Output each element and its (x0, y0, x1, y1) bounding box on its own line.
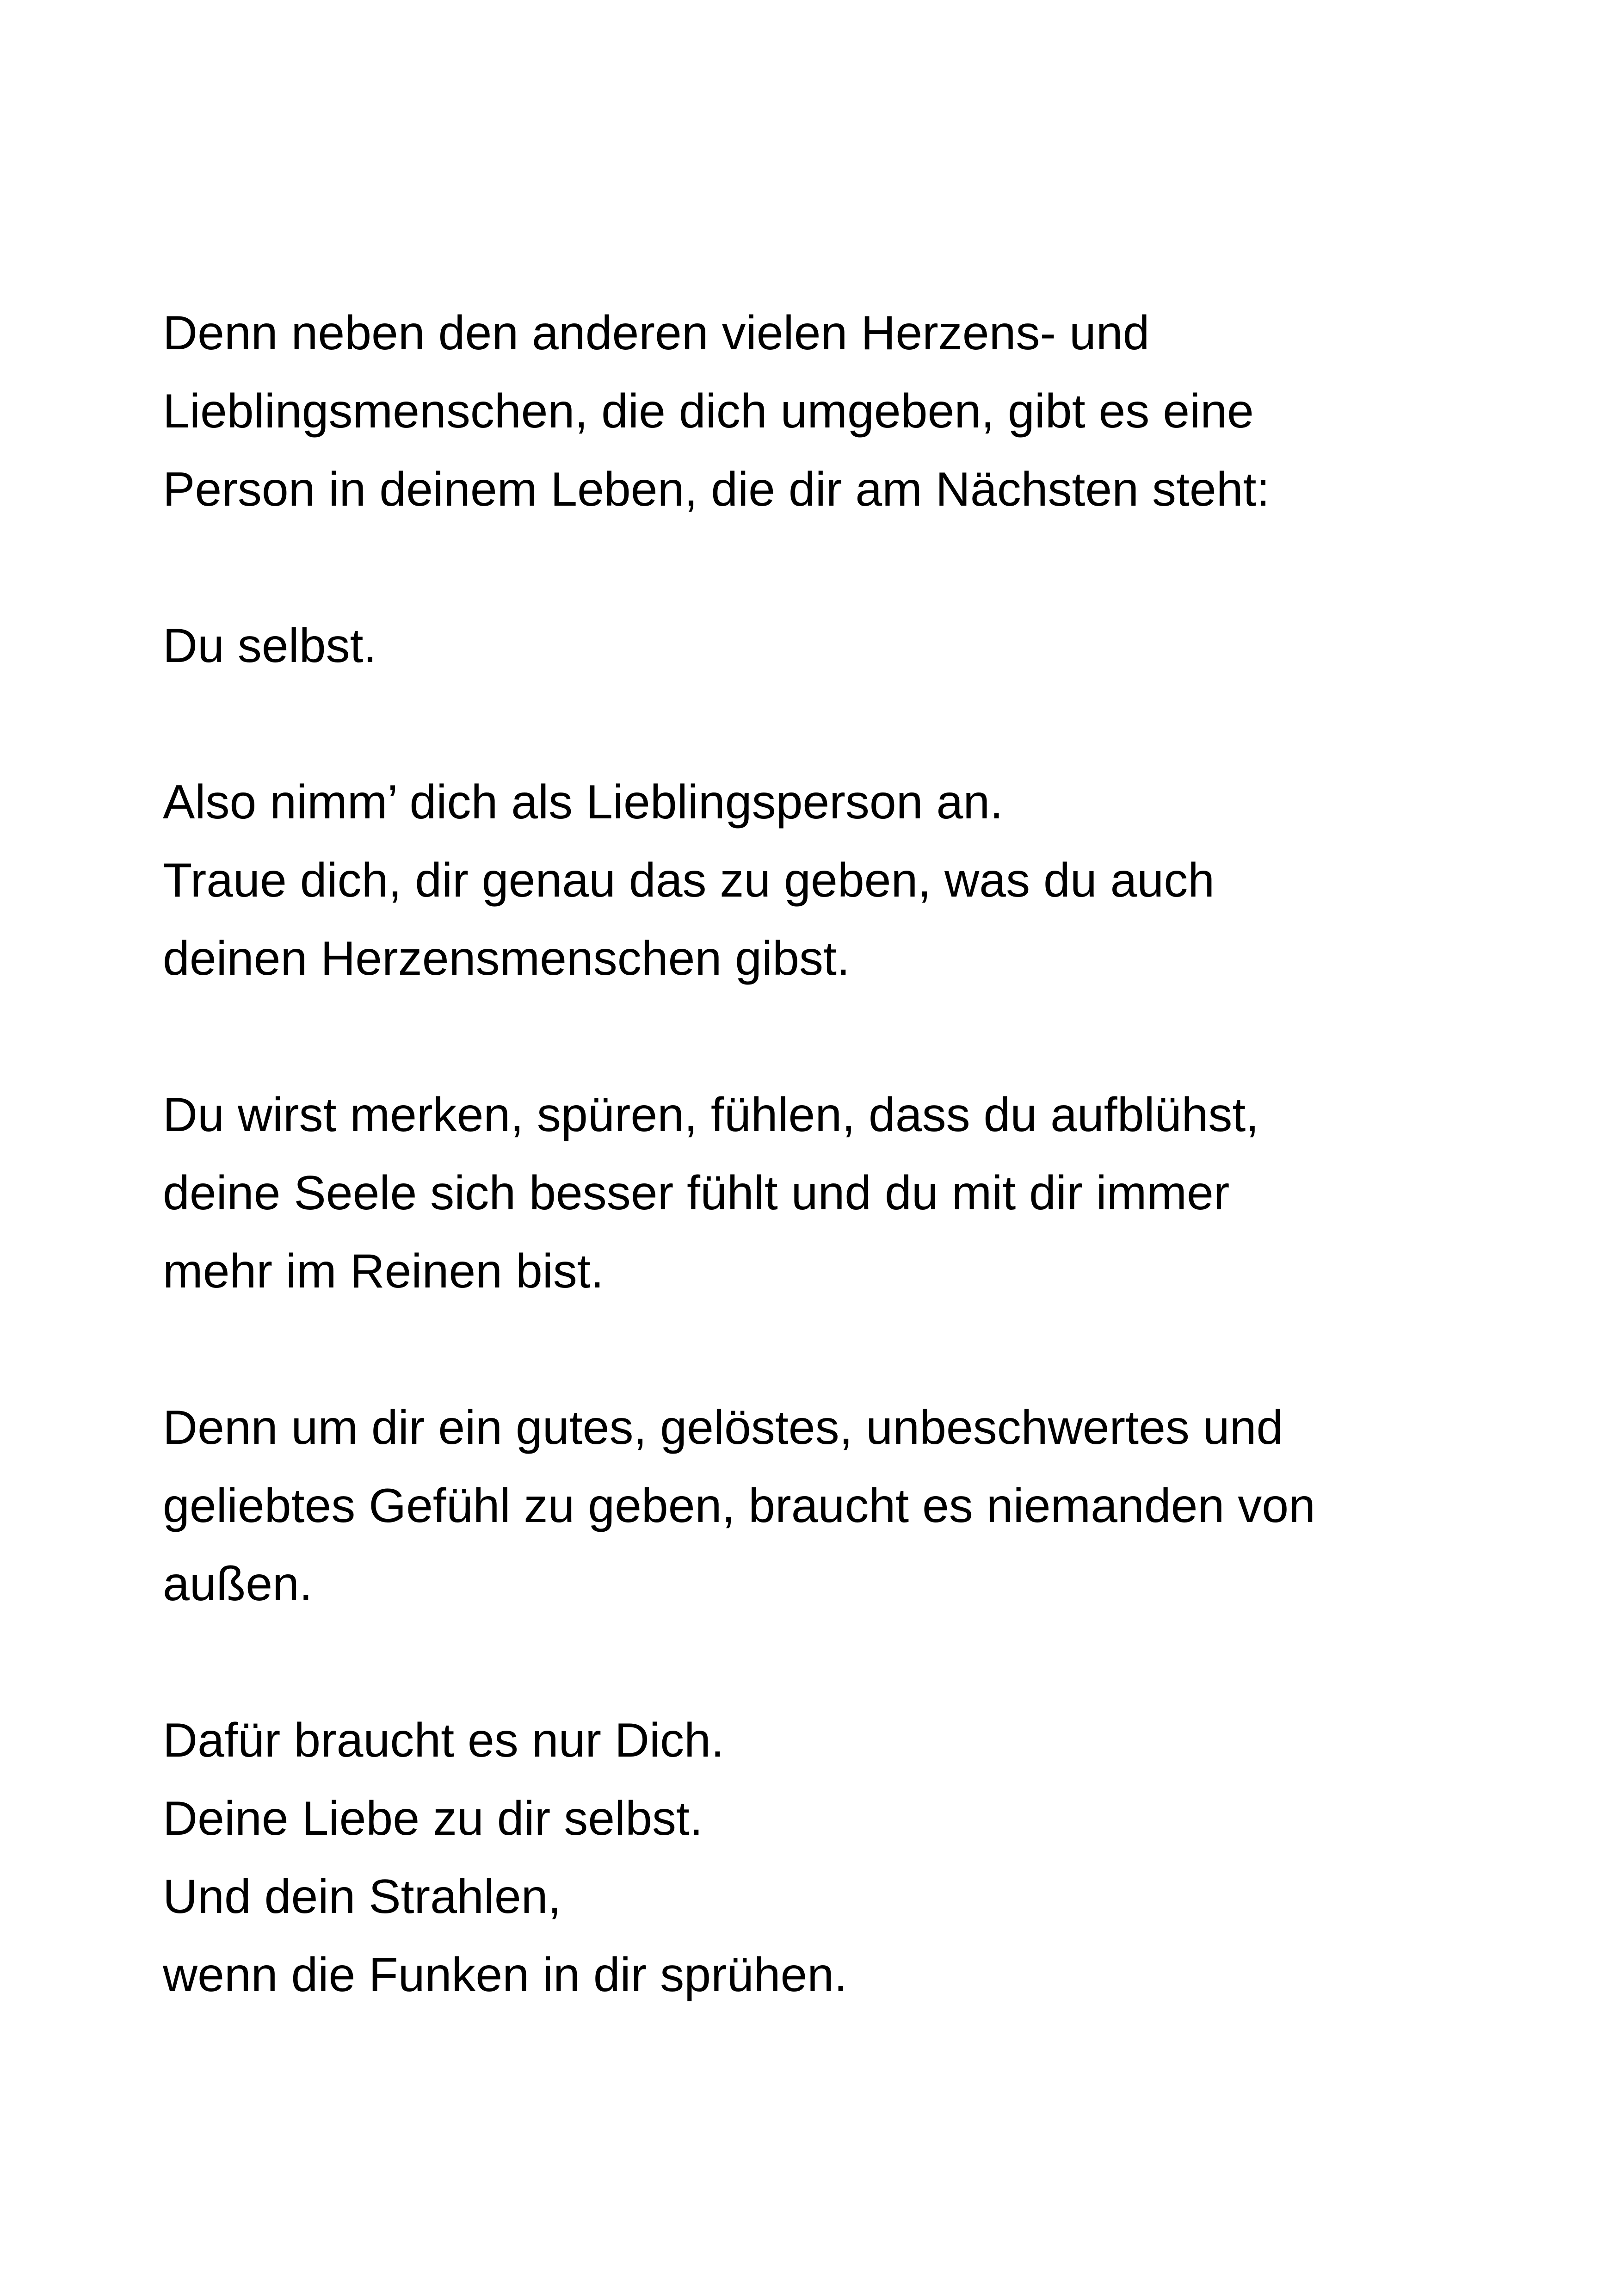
paragraph-4 (163, 1076, 1504, 1311)
text-line: außen. (163, 1557, 313, 1611)
text-line: deinen Herzensmenschen gibst. (163, 932, 850, 985)
text-line: Lieblingsmenschen, die dich umgeben, gibt es eine (163, 384, 1254, 438)
text-line: Dafür braucht es nur Dich. (163, 1714, 724, 1767)
text-line: Und dein Strahlen, (163, 1870, 561, 1924)
text-line: Denn um dir ein gutes, gelöstes, unbeschwertes und (163, 1401, 1283, 1454)
text-line: Du wirst merken, spüren, fühlen, dass du aufblühst, (163, 1088, 1259, 1142)
paragraph-5 (163, 1389, 1504, 1623)
paragraph-6 (163, 1702, 1504, 2014)
paragraph-1 (163, 294, 1504, 529)
document-body (163, 294, 1504, 2014)
paragraph-2 (163, 607, 1504, 685)
text-line: wenn die Funken in dir sprühen. (163, 1948, 848, 2002)
text-line: Du selbst. (163, 619, 377, 673)
text-line: deine Seele sich besser fühlt und du mit dir immer (163, 1166, 1230, 1220)
paragraph-3 (163, 763, 1504, 998)
text-line: mehr im Reinen bist. (163, 1244, 604, 1298)
paragraph-spacer (163, 1623, 1504, 1702)
text-line: Deine Liebe zu dir selbst. (163, 1792, 703, 1845)
paragraph-spacer (163, 998, 1504, 1076)
text-line: Traue dich, dir genau das zu geben, was du auch (163, 854, 1215, 907)
text-line: geliebtes Gefühl zu geben, braucht es niemanden von (163, 1479, 1315, 1533)
paragraph-spacer (163, 685, 1504, 763)
paragraph-spacer (163, 529, 1504, 607)
text-line: Also nimm’ dich als Lieblingsperson an. (163, 775, 1004, 829)
text-line: Denn neben den anderen vielen Herzens- und (163, 306, 1150, 360)
text-line: Person in deinem Leben, die dir am Nächsten steht: (163, 463, 1270, 516)
paragraph-spacer (163, 1311, 1504, 1389)
